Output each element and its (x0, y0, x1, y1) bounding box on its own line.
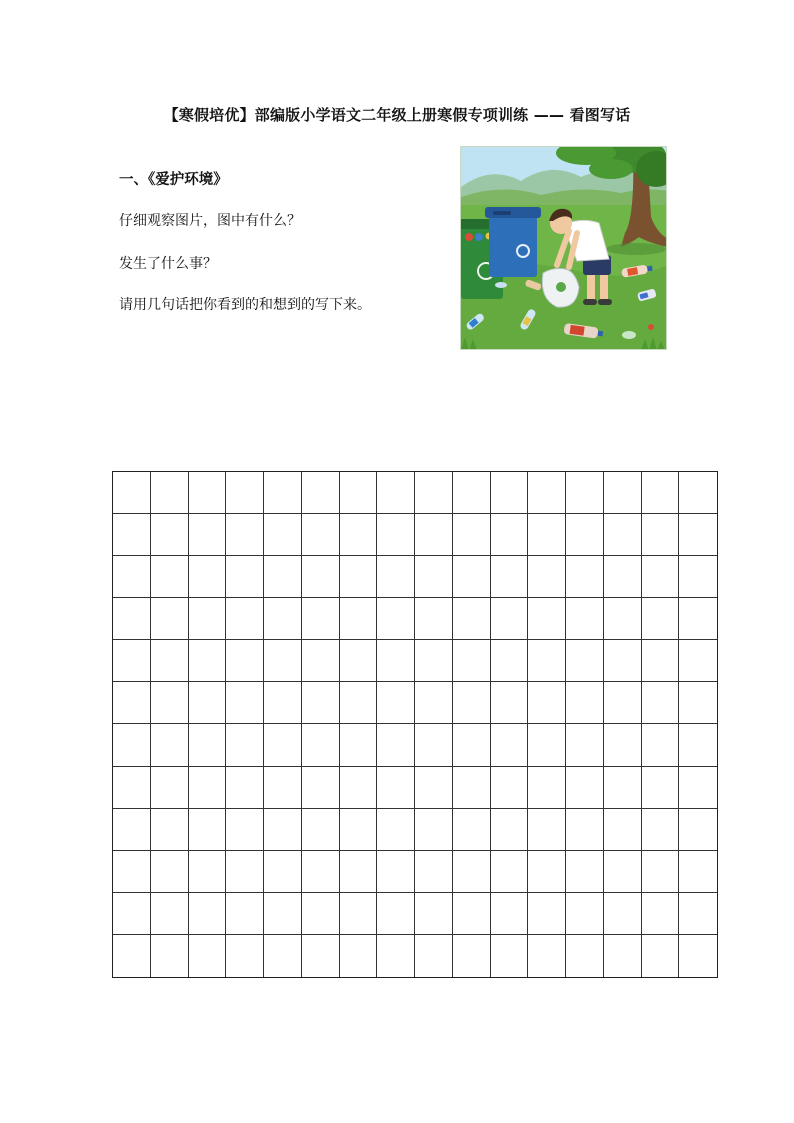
grid-cell[interactable] (151, 556, 189, 598)
grid-cell[interactable] (679, 556, 717, 598)
grid-cell[interactable] (302, 640, 340, 682)
grid-cell[interactable] (679, 640, 717, 682)
grid-cell[interactable] (226, 851, 264, 893)
grid-cell[interactable] (491, 851, 529, 893)
grid-cell[interactable] (302, 809, 340, 851)
grid-cell[interactable] (377, 682, 415, 724)
prompt-what-happened: 发生了什么事？ (119, 256, 217, 272)
grid-cell[interactable] (604, 682, 642, 724)
grid-cell[interactable] (642, 682, 680, 724)
grid-cell[interactable] (264, 935, 302, 977)
grid-cell[interactable] (642, 598, 680, 640)
grid-cell[interactable] (415, 598, 453, 640)
grid-cell[interactable] (151, 640, 189, 682)
grid-cell[interactable] (566, 514, 604, 556)
grid-cell[interactable] (642, 851, 680, 893)
grid-cell[interactable] (340, 472, 378, 514)
grid-cell[interactable] (491, 935, 529, 977)
grid-cell[interactable] (679, 472, 717, 514)
grid-cell[interactable] (491, 640, 529, 682)
grid-cell[interactable] (151, 598, 189, 640)
grid-cell[interactable] (566, 767, 604, 809)
grid-cell[interactable] (491, 514, 529, 556)
grid-cell[interactable] (377, 851, 415, 893)
grid-cell[interactable] (151, 472, 189, 514)
grid-cell[interactable] (151, 724, 189, 766)
grid-cell[interactable] (189, 598, 227, 640)
grid-cell[interactable] (189, 472, 227, 514)
grid-cell[interactable] (679, 893, 717, 935)
grid-cell[interactable] (491, 767, 529, 809)
grid-cell[interactable] (264, 472, 302, 514)
grid-cell[interactable] (340, 809, 378, 851)
grid-cell[interactable] (264, 682, 302, 724)
grid-cell[interactable] (113, 809, 151, 851)
grid-cell[interactable] (189, 514, 227, 556)
grid-cell[interactable] (264, 767, 302, 809)
grid-cell[interactable] (226, 472, 264, 514)
grid-cell[interactable] (113, 893, 151, 935)
grid-cell[interactable] (566, 724, 604, 766)
grid-cell[interactable] (151, 851, 189, 893)
grid-cell[interactable] (604, 514, 642, 556)
grid-cell[interactable] (491, 724, 529, 766)
grid-cell[interactable] (302, 598, 340, 640)
grid-cell[interactable] (151, 767, 189, 809)
grid-cell[interactable] (642, 556, 680, 598)
grid-cell[interactable] (566, 682, 604, 724)
grid-cell[interactable] (453, 598, 491, 640)
grid-cell[interactable] (491, 598, 529, 640)
grid-cell[interactable] (453, 640, 491, 682)
grid-cell[interactable] (642, 514, 680, 556)
grid-cell[interactable] (528, 809, 566, 851)
grid-cell[interactable] (642, 640, 680, 682)
grid-cell[interactable] (189, 935, 227, 977)
grid-cell[interactable] (340, 598, 378, 640)
grid-cell[interactable] (604, 724, 642, 766)
grid-cell[interactable] (453, 935, 491, 977)
grid-cell[interactable] (679, 851, 717, 893)
grid-cell[interactable] (226, 556, 264, 598)
grid-cell[interactable] (642, 809, 680, 851)
grid-cell[interactable] (113, 472, 151, 514)
grid-cell[interactable] (415, 514, 453, 556)
grid-cell[interactable] (566, 472, 604, 514)
grid-cell[interactable] (415, 893, 453, 935)
grid-cell[interactable] (642, 767, 680, 809)
grid-cell[interactable] (151, 514, 189, 556)
grid-cell[interactable] (302, 851, 340, 893)
grid-cell[interactable] (453, 724, 491, 766)
prompt-observe: 仔细观察图片，图中有什么？ (119, 213, 301, 229)
grid-cell[interactable] (340, 767, 378, 809)
grid-cell[interactable] (566, 640, 604, 682)
grid-cell[interactable] (226, 514, 264, 556)
grid-cell[interactable] (264, 514, 302, 556)
grid-cell[interactable] (679, 767, 717, 809)
grid-cell[interactable] (340, 640, 378, 682)
grid-cell[interactable] (528, 640, 566, 682)
grid-cell[interactable] (151, 893, 189, 935)
grid-cell[interactable] (528, 514, 566, 556)
grid-cell[interactable] (377, 556, 415, 598)
grid-cell[interactable] (302, 682, 340, 724)
grid-cell[interactable] (340, 514, 378, 556)
grid-cell[interactable] (113, 851, 151, 893)
grid-cell[interactable] (151, 809, 189, 851)
grid-cell[interactable] (679, 598, 717, 640)
grid-cell[interactable] (302, 935, 340, 977)
grid-cell[interactable] (642, 935, 680, 977)
grid-cell[interactable] (453, 682, 491, 724)
grid-cell[interactable] (566, 893, 604, 935)
grid-cell[interactable] (415, 640, 453, 682)
grid-cell[interactable] (415, 767, 453, 809)
grid-cell[interactable] (528, 556, 566, 598)
grid-cell[interactable] (226, 809, 264, 851)
grid-cell[interactable] (113, 556, 151, 598)
grid-cell[interactable] (264, 893, 302, 935)
grid-cell[interactable] (302, 893, 340, 935)
grid-cell[interactable] (377, 514, 415, 556)
grid-cell[interactable] (226, 682, 264, 724)
grid-cell[interactable] (679, 682, 717, 724)
grid-cell[interactable] (566, 851, 604, 893)
grid-cell[interactable] (566, 809, 604, 851)
grid-cell[interactable] (528, 598, 566, 640)
grid-cell[interactable] (453, 514, 491, 556)
grid-cell[interactable] (113, 514, 151, 556)
grid-cell[interactable] (453, 556, 491, 598)
grid-cell[interactable] (528, 851, 566, 893)
grid-cell[interactable] (340, 893, 378, 935)
grid-cell[interactable] (264, 851, 302, 893)
grid-cell[interactable] (377, 893, 415, 935)
grid-cell[interactable] (604, 809, 642, 851)
grid-cell[interactable] (189, 851, 227, 893)
grid-cell[interactable] (302, 767, 340, 809)
grid-cell[interactable] (453, 851, 491, 893)
writing-grid[interactable] (112, 471, 718, 978)
prompt-write: 请用几句话把你看到的和想到的写下来。 (119, 297, 371, 313)
grid-cell[interactable] (528, 935, 566, 977)
grid-cell[interactable] (415, 556, 453, 598)
grid-cell[interactable] (415, 851, 453, 893)
grid-cell[interactable] (189, 809, 227, 851)
boy-picking-up-litter-illustration (460, 146, 667, 350)
grid-cell[interactable] (604, 556, 642, 598)
grid-cell[interactable] (566, 598, 604, 640)
grid-cell[interactable] (264, 724, 302, 766)
grid-cell[interactable] (377, 767, 415, 809)
grid-cell[interactable] (679, 514, 717, 556)
grid-cell[interactable] (415, 472, 453, 514)
grid-cell[interactable] (264, 809, 302, 851)
grid-cell[interactable] (226, 598, 264, 640)
grid-cell[interactable] (377, 724, 415, 766)
grid-cell[interactable] (340, 682, 378, 724)
grid-cell[interactable] (528, 724, 566, 766)
grid-cell[interactable] (415, 724, 453, 766)
grid-cell[interactable] (604, 935, 642, 977)
grid-cell[interactable] (415, 935, 453, 977)
grid-cell[interactable] (604, 640, 642, 682)
grid-cell[interactable] (377, 809, 415, 851)
grid-cell[interactable] (189, 640, 227, 682)
grid-cell[interactable] (528, 682, 566, 724)
grid-cell[interactable] (226, 935, 264, 977)
grid-cell[interactable] (377, 472, 415, 514)
grid-cell[interactable] (151, 935, 189, 977)
page-title: 【寒假培优】部编版小学语文二年级上册寒假专项训练 —— 看图写话 (163, 106, 631, 124)
grid-cell[interactable] (566, 556, 604, 598)
grid-cell[interactable] (226, 767, 264, 809)
grid-cell[interactable] (453, 809, 491, 851)
grid-cell[interactable] (302, 514, 340, 556)
grid-cell[interactable] (264, 556, 302, 598)
grid-cell[interactable] (113, 767, 151, 809)
grid-cell[interactable] (491, 682, 529, 724)
section-heading: 一、《爱护环境》 (119, 172, 228, 188)
grid-cell[interactable] (302, 472, 340, 514)
grid-cell[interactable] (302, 724, 340, 766)
grid-cell[interactable] (642, 472, 680, 514)
grid-cell[interactable] (377, 935, 415, 977)
grid-cell[interactable] (642, 893, 680, 935)
grid-cell[interactable] (528, 893, 566, 935)
grid-cell[interactable] (453, 893, 491, 935)
grid-cell[interactable] (604, 893, 642, 935)
grid-cell[interactable] (604, 767, 642, 809)
grid-cell[interactable] (566, 935, 604, 977)
grid-cell[interactable] (491, 556, 529, 598)
grid-cell[interactable] (491, 893, 529, 935)
grid-cell[interactable] (679, 724, 717, 766)
grid-cell[interactable] (189, 724, 227, 766)
grid-cell[interactable] (604, 472, 642, 514)
grid-cell[interactable] (528, 767, 566, 809)
grid-cell[interactable] (604, 851, 642, 893)
grid-cell[interactable] (491, 472, 529, 514)
grid-cell[interactable] (226, 893, 264, 935)
grid-cell[interactable] (113, 935, 151, 977)
grid-cell[interactable] (302, 556, 340, 598)
grid-cell[interactable] (453, 472, 491, 514)
grid-cell[interactable] (528, 472, 566, 514)
grid-cell[interactable] (415, 682, 453, 724)
grid-cell[interactable] (679, 809, 717, 851)
grid-cell[interactable] (604, 598, 642, 640)
grid-cell[interactable] (264, 598, 302, 640)
grid-cell[interactable] (151, 682, 189, 724)
grid-cell[interactable] (340, 724, 378, 766)
grid-cell[interactable] (377, 640, 415, 682)
grid-cell[interactable] (679, 935, 717, 977)
grid-cell[interactable] (453, 767, 491, 809)
grid-cell[interactable] (189, 767, 227, 809)
grid-cell[interactable] (642, 724, 680, 766)
grid-cell[interactable] (340, 935, 378, 977)
grid-cell[interactable] (226, 640, 264, 682)
grid-cell[interactable] (377, 598, 415, 640)
grid-cell[interactable] (264, 640, 302, 682)
grid-cell[interactable] (113, 724, 151, 766)
grid-cell[interactable] (189, 556, 227, 598)
grid-cell[interactable] (113, 598, 151, 640)
grid-cell[interactable] (491, 809, 529, 851)
grid-cell[interactable] (113, 640, 151, 682)
grid-cell[interactable] (113, 682, 151, 724)
grid-cell[interactable] (189, 893, 227, 935)
grid-cell[interactable] (340, 851, 378, 893)
grid-cell[interactable] (226, 724, 264, 766)
grid-cell[interactable] (189, 682, 227, 724)
grid-cell[interactable] (415, 809, 453, 851)
grid-cell[interactable] (340, 556, 378, 598)
